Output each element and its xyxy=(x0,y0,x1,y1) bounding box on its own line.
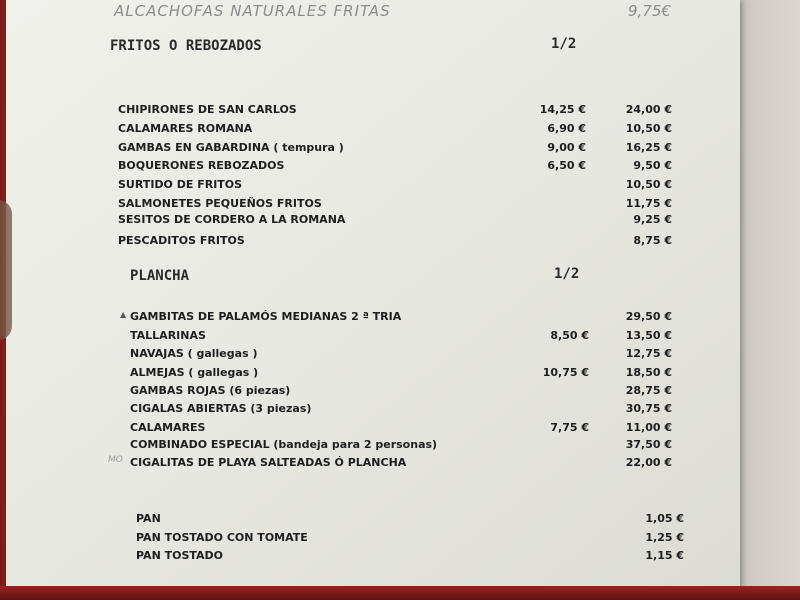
menu-item-full-price: 30,75 € xyxy=(625,402,672,415)
menu-item-row xyxy=(6,421,672,437)
menu-item-full-price: 8,75 € xyxy=(633,234,672,247)
menu-item-row xyxy=(6,213,672,229)
menu-item-row xyxy=(6,384,672,400)
next-page-edge xyxy=(730,0,800,590)
menu-cover-bottom xyxy=(0,586,800,600)
thumb-holding-menu xyxy=(0,200,12,340)
menu-item-full-price: 29,50 € xyxy=(625,310,672,323)
menu-item-row xyxy=(6,141,672,157)
half-portion-header-plancha: 1/2 xyxy=(554,266,580,282)
menu-item-full-price: 11,75 € xyxy=(625,197,672,210)
menu-item-full-price: 11,00 € xyxy=(625,421,672,434)
bullet-mark: ▲ xyxy=(120,310,127,319)
menu-item-half-price: 9,00 € xyxy=(547,141,586,154)
handwritten-note: ALCACHOFAS NATURALES FRITAS xyxy=(114,2,391,20)
menu-item-full-price: 24,00 € xyxy=(625,103,672,116)
menu-item-row xyxy=(6,366,672,382)
menu-item-row xyxy=(6,512,684,528)
menu-page xyxy=(6,0,740,590)
menu-item-row xyxy=(6,438,672,454)
menu-item-half-price: 6,90 € xyxy=(547,122,586,135)
menu-item-half-price: 8,50 € xyxy=(550,329,589,342)
menu-item-half-price: 6,50 € xyxy=(547,159,586,172)
menu-item-full-price: 10,50 € xyxy=(625,122,672,135)
menu-item-row xyxy=(6,197,672,213)
menu-item-row xyxy=(6,178,672,194)
menu-item-name: SALMONETES PEQUEÑOS FRITOS xyxy=(118,197,322,210)
menu-item-row xyxy=(6,122,672,138)
menu-item-name: CALAMARES xyxy=(130,421,206,434)
section-title-fritos: FRITOS O REBOZADOS xyxy=(110,38,262,54)
menu-item-half-price: 7,75 € xyxy=(550,421,589,434)
menu-item-half-price: 14,25 € xyxy=(539,103,586,116)
menu-item-name: PAN TOSTADO CON TOMATE xyxy=(136,531,308,544)
menu-item-row xyxy=(6,234,672,250)
menu-item-name: ALMEJAS ( gallegas ) xyxy=(130,366,259,379)
menu-item-row xyxy=(6,310,672,326)
menu-item-full-price: 9,25 € xyxy=(633,213,672,226)
menu-item-full-price: 18,50 € xyxy=(625,366,672,379)
menu-item-row xyxy=(6,159,672,175)
menu-item-name: BOQUERONES REBOZADOS xyxy=(118,159,285,172)
handwritten-mark: MO xyxy=(108,455,123,465)
menu-item-name: TALLARINAS xyxy=(130,329,206,342)
menu-item-full-price: 12,75 € xyxy=(625,347,672,360)
menu-item-row xyxy=(6,347,672,363)
menu-item-row xyxy=(6,402,672,418)
menu-item-full-price: 13,50 € xyxy=(625,329,672,342)
section-title-plancha: PLANCHA xyxy=(130,268,190,284)
menu-item-name: CIGALITAS DE PLAYA SALTEADAS Ó PLANCHA xyxy=(130,456,407,469)
menu-item-full-price: 10,50 € xyxy=(625,178,672,191)
menu-item-full-price: 37,50 € xyxy=(625,438,672,451)
menu-item-row xyxy=(6,549,684,565)
handwritten-note-price: 9,75€ xyxy=(628,2,671,20)
half-portion-header-fritos: 1/2 xyxy=(551,36,577,52)
menu-item-name: PESCADITOS FRITOS xyxy=(118,234,245,247)
menu-item-full-price: 1,25 € xyxy=(645,531,684,544)
menu-item-name: GAMBITAS DE PALAMÓS MEDIANAS 2 ª TRIA xyxy=(130,310,402,323)
menu-item-name: NAVAJAS ( gallegas ) xyxy=(130,347,258,360)
menu-item-name: CHIPIRONES DE SAN CARLOS xyxy=(118,103,297,116)
menu-item-full-price: 16,25 € xyxy=(625,141,672,154)
menu-item-half-price: 10,75 € xyxy=(542,366,589,379)
menu-item-name: GAMBAS ROJAS (6 piezas) xyxy=(130,384,291,397)
menu-item-row xyxy=(6,103,672,119)
menu-item-row xyxy=(6,531,684,547)
menu-item-full-price: 28,75 € xyxy=(625,384,672,397)
menu-item-full-price: 9,50 € xyxy=(633,159,672,172)
menu-item-row xyxy=(6,456,672,472)
menu-item-name: PAN TOSTADO xyxy=(136,549,224,562)
menu-item-name: COMBINADO ESPECIAL (bandeja para 2 personas) xyxy=(130,438,438,451)
menu-item-full-price: 22,00 € xyxy=(625,456,672,469)
menu-item-name: CALAMARES ROMANA xyxy=(118,122,253,135)
menu-item-full-price: 1,05 € xyxy=(645,512,684,525)
menu-item-row xyxy=(6,329,672,345)
menu-item-name: SESITOS DE CORDERO A LA ROMANA xyxy=(118,213,346,226)
menu-item-name: SURTIDO DE FRITOS xyxy=(118,178,243,191)
menu-item-name: GAMBAS EN GABARDINA ( tempura ) xyxy=(118,141,344,154)
menu-item-name: PAN xyxy=(136,512,161,525)
menu-item-full-price: 1,15 € xyxy=(645,549,684,562)
menu-item-name: CIGALAS ABIERTAS (3 piezas) xyxy=(130,402,312,415)
